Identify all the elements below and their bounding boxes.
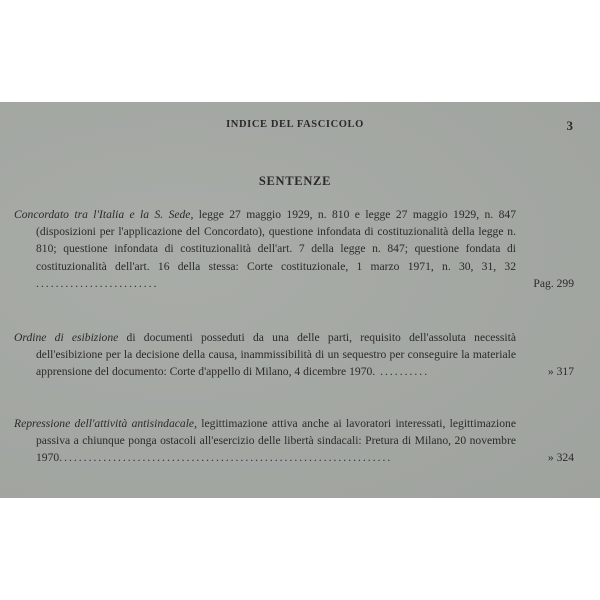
- entry-text-block: [14, 329, 574, 381]
- entry-dots: ..........: [375, 365, 430, 379]
- entry-text-block: [14, 415, 574, 467]
- entry-text: di documenti posseduti da una delle parti, requisito dell'assoluta necessità dell'esibizione per la decisione della causa, inammissibilità di un sequestro per conseguire la materiale apprensione del documento: Corte d'appello di Milano, 4 dicembre 1970.: [36, 331, 516, 379]
- entry-topic: Ordine di esibizione: [14, 331, 119, 344]
- scanned-page: [0, 102, 600, 498]
- entry-dots: ....................................................................: [59, 451, 393, 465]
- entry-page-ref: » 324: [547, 451, 574, 465]
- entry-topic: Repressione dell'attività antisindacale,: [14, 417, 197, 430]
- entry-text-block: [14, 206, 574, 292]
- entry-dots: .........................: [36, 276, 159, 290]
- entry-page-ref: Pag. 299: [533, 276, 574, 290]
- entry-page-ref: » 317: [547, 365, 574, 379]
- entry-text: legittimazione attiva anche ai lavoratori interessati, legittimazione passiva a chiunque ponga ostacoli all'esercizio delle libertà sindacali: Pretura di Milano, 20 novembre 1970: [36, 417, 516, 465]
- section-title: SENTENZE: [258, 174, 332, 188]
- entry-topic: Concordato tra l'Italia e la S. Sede,: [14, 208, 194, 221]
- page-number: 3: [566, 118, 573, 133]
- index-entry: [14, 415, 574, 467]
- entry-text: legge 27 maggio 1929, n. 810 e legge 27 maggio 1929, n. 847 (disposizioni per l'applicazione del Concordato), questione infondata di costituzionalità della legge n. 810; questione infondata di costituzionalità dell'art. 7 della legge n. 847; questione fondata di costituzionalità dell'art. 16 della stessa: Corte costituzionale, 1 marzo 1971, n. 30, 31, 32: [36, 208, 516, 273]
- index-entry: [14, 329, 574, 381]
- index-entry: [14, 206, 574, 292]
- header-title: INDICE DEL FASCICOLO: [226, 119, 364, 130]
- page-header: [0, 119, 600, 135]
